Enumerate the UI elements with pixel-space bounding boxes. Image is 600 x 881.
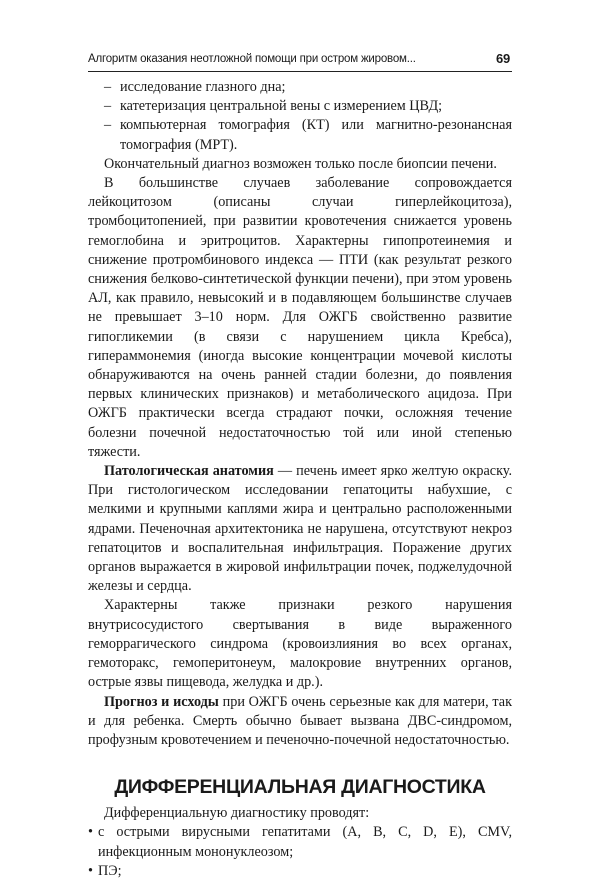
list-item-text: компьютерная томография (КТ) или магнитно-резонансная томография (МРТ). [120, 117, 512, 153]
list-item-text: с острыми вирусными гепатитами (A, B, C, D, E), CMV, инфекционным мононуклеозом; [98, 824, 512, 860]
dash-marker: – [104, 98, 112, 115]
list-item [88, 862, 512, 881]
page-body [88, 78, 512, 881]
header-rule [88, 71, 512, 72]
bullet-marker: • [88, 824, 93, 841]
dash-marker: – [104, 79, 112, 95]
bullet-marker: • [88, 862, 93, 879]
dash-marker: – [104, 117, 112, 134]
prognosis-text: при ОЖГБ очень серьезные как для матери, так и для ребенка. Смерть обычно бывает вызвана ДВС-синдромом, профузным кровотечением и печеночно-почечной недостаточностью. [88, 693, 512, 748]
prognosis-label: Прогноз и исходы [104, 693, 219, 710]
paragraph-pathology [88, 462, 512, 596]
running-head-title: Алгоритм оказания неотложной помощи при остром жировом... [88, 53, 416, 65]
paragraph-prognosis [88, 693, 512, 751]
running-head [88, 50, 512, 70]
section-intro: Дифференциальную диагностику проводят: [104, 805, 370, 822]
list-item [88, 823, 512, 861]
list-item [88, 116, 512, 154]
pathology-label: Патологическая анатомия [104, 463, 274, 480]
paragraph-final-diagnosis: Окончательный диагноз возможен только после биопсии печени. [104, 155, 497, 172]
list-item-text: исследование глазного дна; [120, 79, 286, 95]
paragraph-coagulation: Характерны также признаки резкого нарушения внутрисосудистого свертывания в виде выраженного геморрагического синдрома (кровоизлияния во всех органах, гемоторакс, гемоперитонеум, малокровие внутренних органов, острые язвы пищевода, желудка и др.). [88, 597, 512, 691]
pathology-text: — печень имеет ярко желтую окраску. При гистологическом исследовании гепатоциты набухшие, с мелкими и крупными каплями жира и центрально расположенными ядрами. Печеночная архитектоника не нарушена, отсутствуют некроз гепатоцитов и воспалительная инфильтрация. Поражение других органов выражается в жировой инфильтрации почек, поджелудочной железы и сердца. [88, 463, 512, 595]
list-item-text: ПЭ; [98, 862, 122, 879]
page-number: 69 [495, 51, 510, 66]
list-item-text: катетеризация центральной вены с измерением ЦВД; [120, 98, 443, 115]
paragraph-lab-findings: В большинстве случаев заболевание сопровождается лейкоцитозом (описаны случаи гиперлейкоцитоза), тромбоцитопенией, при развитии кровотечения снижается уровень гемоглобина и эритроцитов. Характерны гипопротеинемия и снижение протромбинового индекса — ПТИ (как результат резкого снижения белково-синтетической функции печени), при этом уровень АЛ, как правило, невысокий и в подавляющем большинстве случаев не превышает 3–10 норм. Для ОЖГБ свойственно развитие гипогликемии (в связи с нарушением цикла Кребса), гипераммонемия (иногда высокие концентрации мочевой кислоты обнаруживаются на очень ранней стадии болезни, до появления первых клинических признаков) и метаболического ацидоза. При ОЖГБ практически всегда страдают почки, осложняя течение болезни почечной недостаточностью той или иной степенью тяжести. [88, 175, 512, 460]
list-item [88, 78, 512, 97]
section-heading: ДИФФЕРЕНЦИАЛЬНАЯ ДИАГНОСТИКА [114, 776, 486, 799]
list-item [88, 97, 512, 116]
